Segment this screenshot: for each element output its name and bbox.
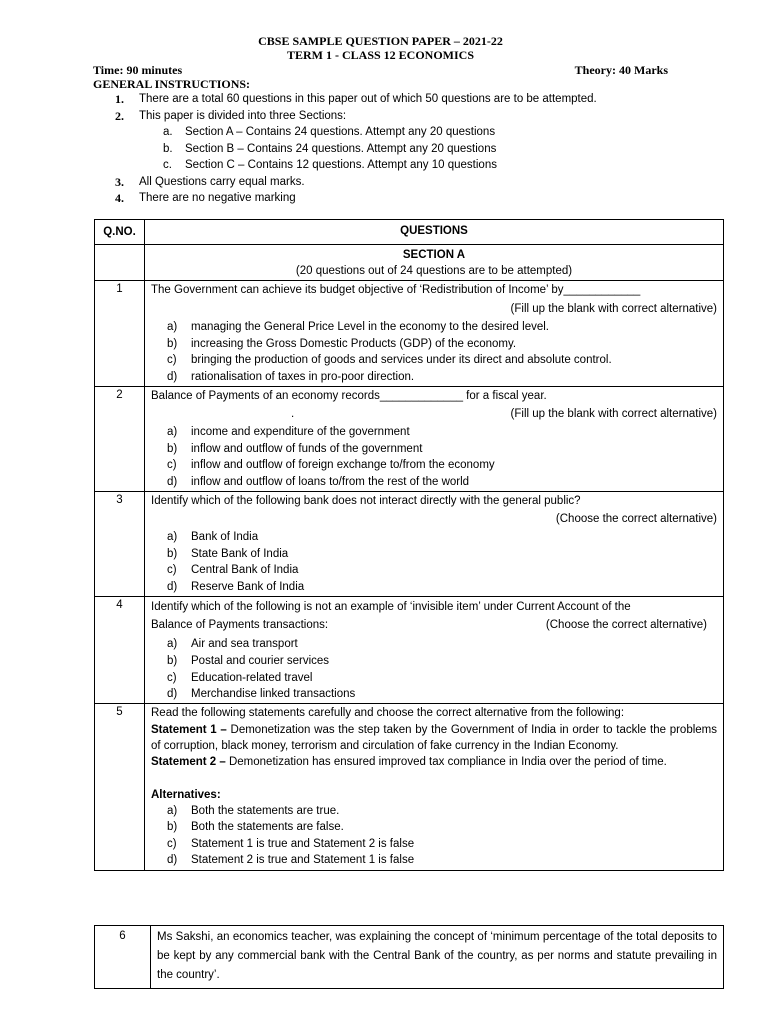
question-hint: (Choose the correct alternative) (555, 513, 717, 526)
col-qno-header: Q.NO. (95, 220, 145, 245)
options-list (151, 319, 717, 385)
instruction-item: 2. This paper is divided into three Sections: a. Section A – Contains 24 questions. Attempt any 20 questions b. Section B – Contains 24 questions. Attempt any 20 questions c. Section C – Contains 12 questions. Attempt any 10 questions (93, 108, 668, 174)
question-row (95, 704, 724, 870)
question-text: Ms Sakshi, an economics teacher, was explaining the concept of ‘minimum percentage of the total deposits to be kept by any commercial bank with the Central Bank of the country, as per norms and statute prevailing in the country’. (151, 926, 724, 989)
question-text: Identify which of the following bank does not interact directly with the general public? (151, 495, 581, 508)
statement-1: Statement 1 – Demonetization was the step taken by the Government of India in order to tackle the problems of corruption, black money, terrorism and circulation of fake currency in the Indian Economy. (151, 723, 718, 752)
section-item: a. Section A – Contains 24 questions. Attempt any 20 questions (163, 126, 496, 138)
options-list (151, 803, 717, 869)
section-row (95, 245, 724, 281)
option-item: a) Both the statements are true. (167, 804, 340, 817)
question-number: 6 (95, 926, 151, 989)
option-item: a) managing the General Price Level in the economy to the desired level. (167, 321, 549, 334)
question-number: 1 (95, 281, 145, 387)
question-hint: (Fill up the blank with correct alternative) (510, 303, 717, 316)
question-dot: . (291, 408, 295, 421)
option-item: c) Education-related travel (167, 671, 313, 684)
instruction-item: 4. There are no negative marking (115, 191, 296, 205)
option-item: b) Postal and courier services (167, 655, 330, 668)
option-item: b) Both the statements are false. (167, 821, 344, 834)
question-text: Balance of Payments of an economy records_____________ for a fiscal year. (151, 390, 547, 403)
question-number: 3 (95, 492, 145, 597)
option-item: d) inflow and outflow of loans to/from the rest of the world (167, 475, 470, 488)
option-item: b) State Bank of India (167, 547, 289, 560)
option-item: c) inflow and outflow of foreign exchange to/from the economy (167, 459, 495, 472)
time-label: Time: 90 minutes (93, 63, 183, 77)
question-text: The Government can achieve its budget objective of ‘Redistribution of Income’ by____________ (151, 284, 641, 296)
question-row (95, 281, 724, 387)
question-hint: (Choose the correct alternative) (545, 619, 707, 632)
instructions-list (93, 91, 668, 207)
option-item: c) bringing the production of goods and services under its direct and absolute control. (167, 354, 612, 367)
question-row (95, 492, 724, 597)
section-note: (20 questions out of 24 questions are to be attempted) (295, 265, 573, 277)
question-row (95, 597, 724, 704)
question-text: Identify which of the following is not an example of ‘invisible item’ under Current Account of the (151, 601, 631, 614)
paper-subtitle: TERM 1 - CLASS 12 ECONOMICS (286, 48, 475, 62)
instructions-title: GENERAL INSTRUCTIONS: (93, 77, 251, 91)
table-header-row (95, 220, 724, 245)
question-text: Read the following statements carefully and choose the correct alternative from the following: (151, 707, 625, 720)
option-item: c) Central Bank of India (167, 564, 299, 577)
options-list (151, 529, 717, 595)
option-item: d) rationalisation of taxes in pro-poor direction. (167, 370, 415, 383)
section-item: c. Section C – Contains 12 questions. Attempt any 10 questions (163, 159, 497, 171)
section-title: SECTION A (402, 249, 466, 261)
question-number: 5 (95, 704, 145, 870)
statement-2: Statement 2 – Demonetization has ensured improved tax compliance in India over the period of time. (151, 756, 667, 769)
question-hint: (Fill up the blank with correct alternative) (510, 408, 717, 421)
option-item: d) Reserve Bank of India (167, 580, 305, 593)
col-questions-header: QUESTIONS (145, 220, 724, 245)
alternatives-label: Alternatives: (151, 788, 221, 801)
option-item: b) increasing the Gross Domestic Products (GDP) of the economy. (167, 337, 517, 350)
time-marks-row (93, 63, 668, 77)
option-item: a) income and expenditure of the government (167, 426, 410, 439)
option-item: a) Air and sea transport (167, 638, 298, 651)
option-item: d) Statement 2 is true and Statement 1 is false (167, 854, 415, 867)
option-item: a) Bank of India (167, 531, 259, 544)
section-item: b. Section B – Contains 24 questions. Attempt any 20 questions (163, 142, 497, 155)
question-number: 4 (95, 597, 145, 704)
options-list (151, 424, 717, 490)
instruction-item: 3. All Questions carry equal marks. (115, 174, 305, 189)
option-item: b) inflow and outflow of funds of the government (167, 442, 423, 455)
paper-title: CBSE SAMPLE QUESTION PAPER – 2021-22 (258, 34, 503, 48)
options-list (151, 635, 717, 702)
question-row (95, 926, 724, 989)
question-row (95, 387, 724, 492)
questions-table (94, 219, 724, 871)
instruction-item: 1. There are a total 60 questions in this paper out of which 50 questions are to be attempted. (115, 92, 597, 106)
question-number: 2 (95, 387, 145, 492)
question-text-cont: Balance of Payments transactions: (151, 619, 329, 632)
marks-label: Theory: 40 Marks (574, 63, 668, 77)
paper-header (93, 34, 668, 207)
sections-list (139, 124, 668, 174)
option-item: c) Statement 1 is true and Statement 2 is false (167, 837, 415, 850)
option-item: d) Merchandise linked transactions (167, 687, 356, 700)
questions-table-continued (94, 925, 724, 989)
